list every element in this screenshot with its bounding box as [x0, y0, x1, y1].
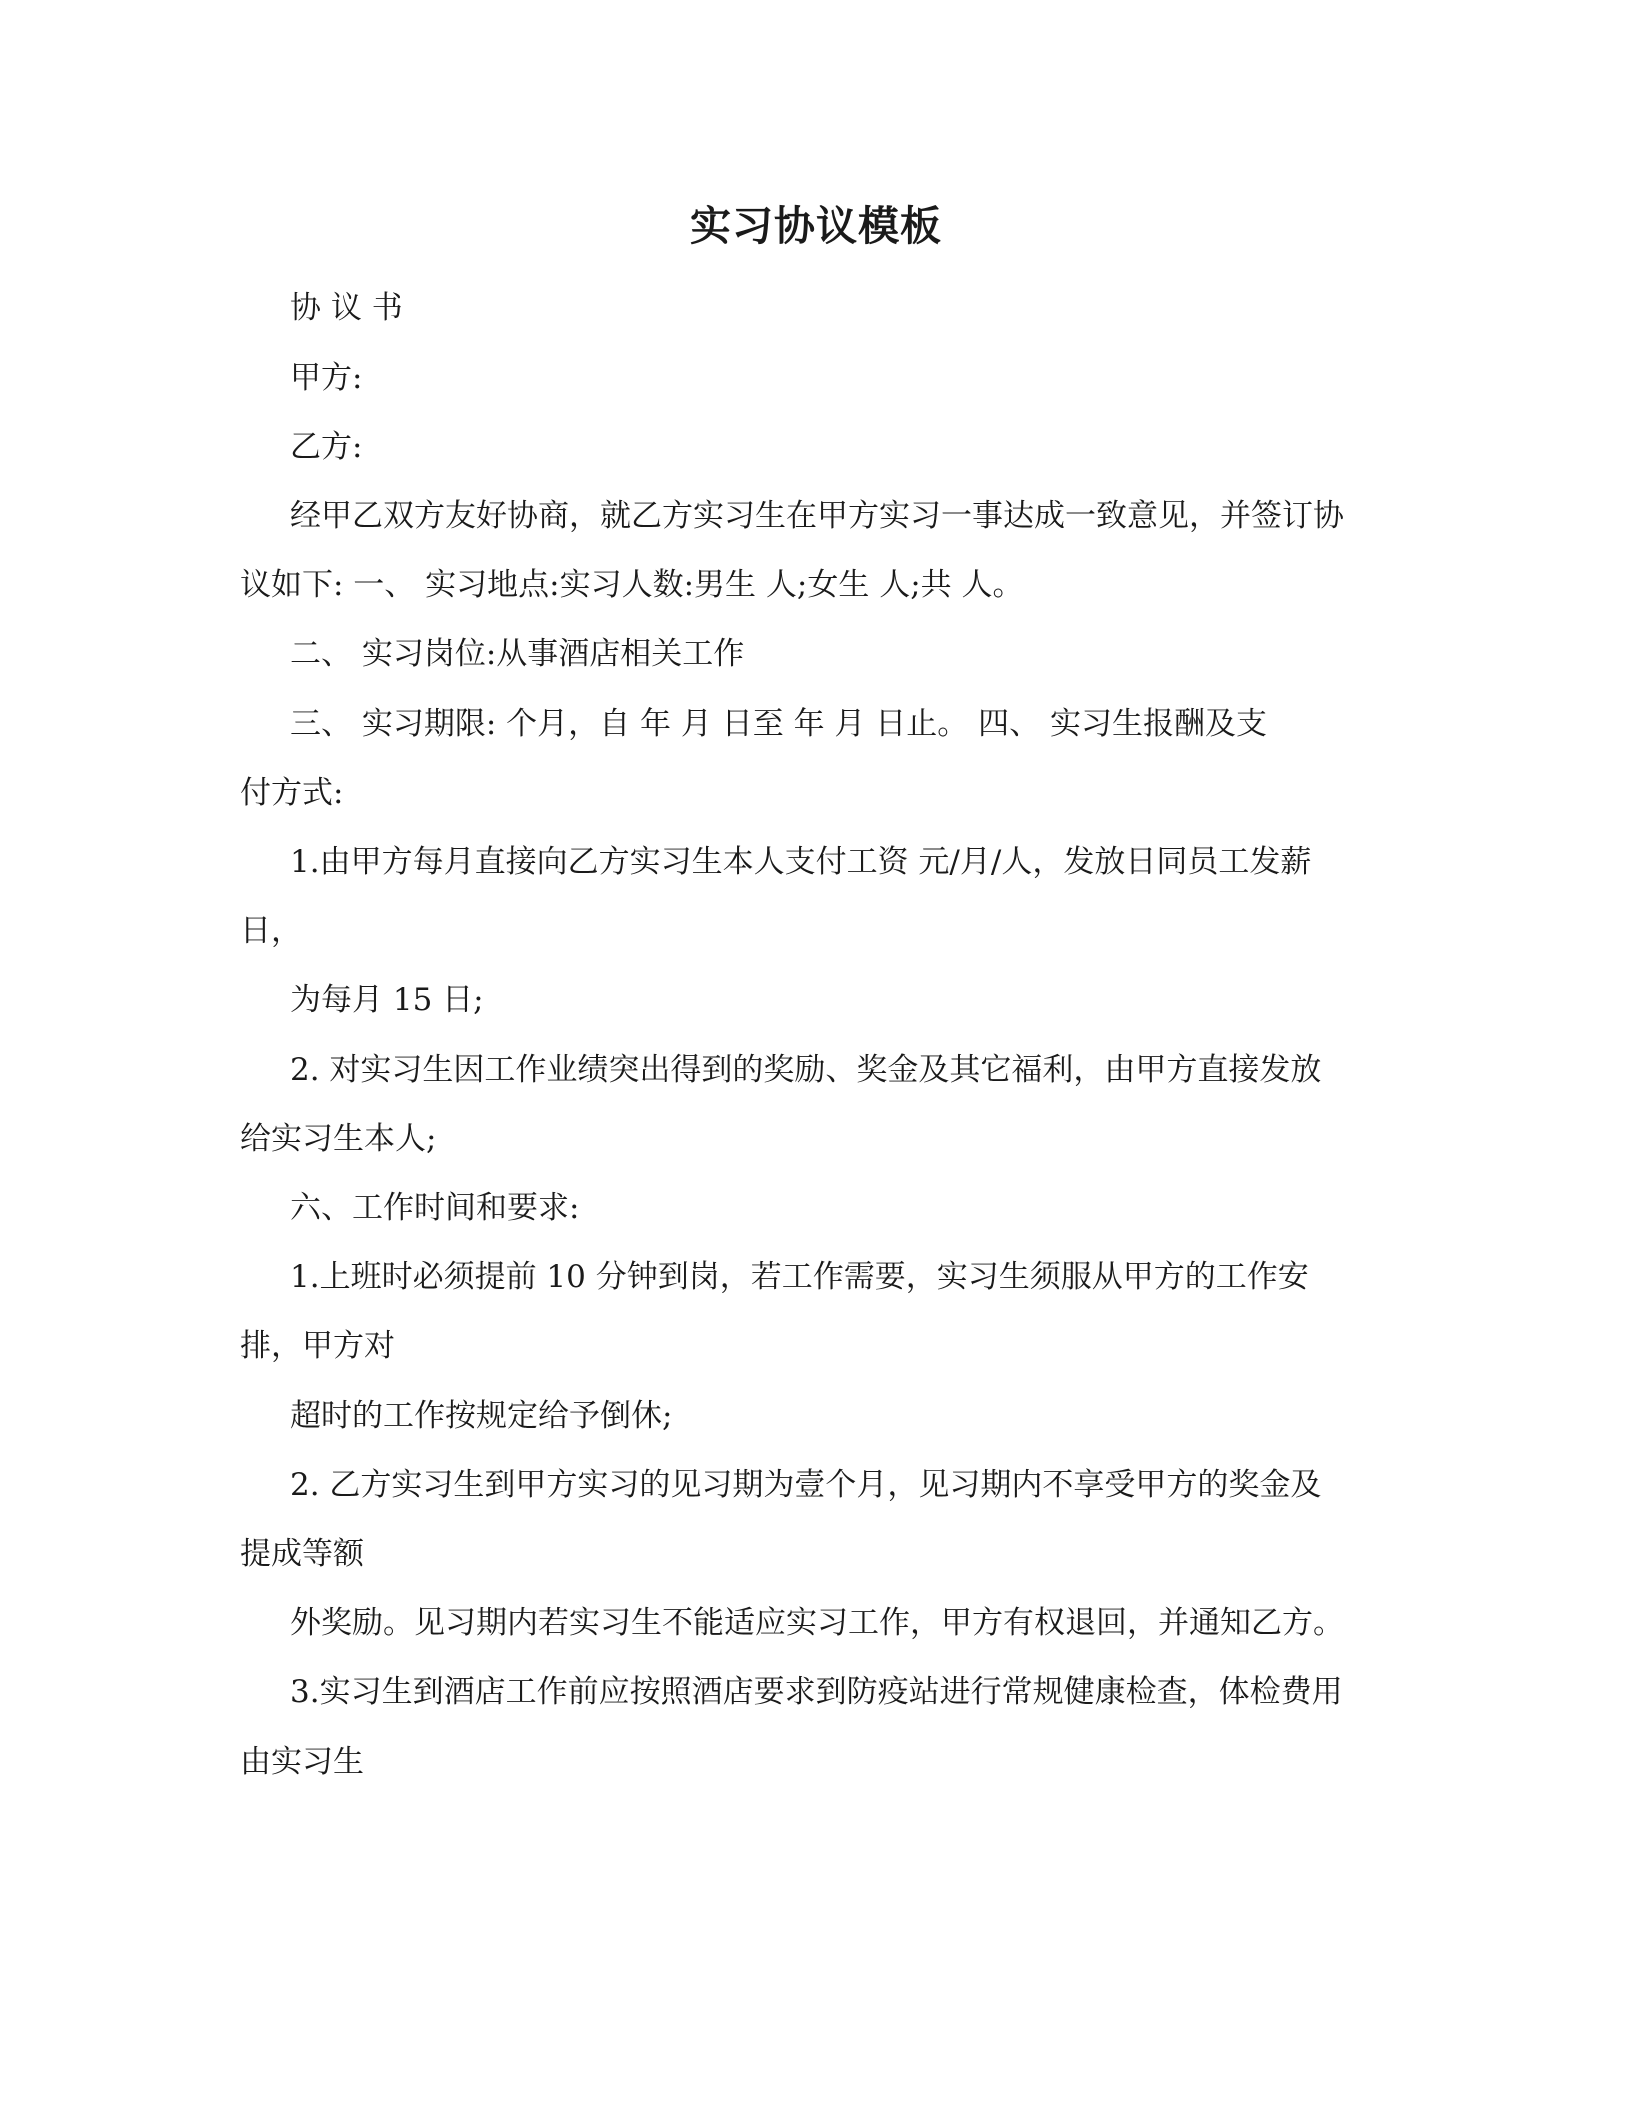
text-line: 提成等额	[240, 1536, 364, 1572]
text-line: 1.由甲方每月直接向乙方实习生本人支付工资 元/月/人，发放日同员工发薪	[290, 844, 1312, 880]
text-line: 为每月 15 日;	[290, 982, 484, 1018]
text-line: 三、 实习期限: 个月，自 年 月 日至 年 月 日止。 四、 实习生报酬及支	[290, 706, 1267, 742]
text-line: 超时的工作按规定给予倒休;	[290, 1398, 673, 1434]
text-line: 给实习生本人;	[240, 1121, 437, 1157]
party-a-line: 甲方:	[290, 360, 363, 396]
text-line: 外奖励。见习期内若实习生不能适应实习工作，甲方有权退回，并通知乙方。	[290, 1605, 1344, 1641]
document-title: 实习协议模板	[690, 202, 942, 250]
text-line: 由实习生	[240, 1744, 364, 1780]
text-line: 议如下: 一、 实习地点:实习人数:男生 人;女生 人;共 人。	[240, 567, 1024, 603]
text-line: 二、 实习岗位:从事酒店相关工作	[290, 636, 745, 672]
text-line: 六、工作时间和要求:	[290, 1190, 580, 1226]
text-line: 2. 对实习生因工作业绩突出得到的奖励、奖金及其它福利，由甲方直接发放	[290, 1052, 1322, 1088]
party-b-line: 乙方:	[290, 429, 363, 465]
text-line: 3.实习生到酒店工作前应按照酒店要求到防疫站进行常规健康检查，体检费用	[290, 1674, 1343, 1710]
text-line: 付方式:	[240, 775, 344, 811]
text-line: 1.上班时必须提前 10 分钟到岗，若工作需要，实习生须服从甲方的工作安	[290, 1259, 1309, 1295]
text-line: 日，	[240, 913, 302, 949]
text-line: 排，甲方对	[240, 1328, 395, 1364]
agreement-heading: 协 议 书	[290, 290, 403, 326]
text-line: 2. 乙方实习生到甲方实习的见习期为壹个月，见习期内不享受甲方的奖金及	[290, 1467, 1322, 1503]
text-line: 经甲乙双方友好协商，就乙方实习生在甲方实习一事达成一致意见，并签订协	[290, 498, 1344, 534]
